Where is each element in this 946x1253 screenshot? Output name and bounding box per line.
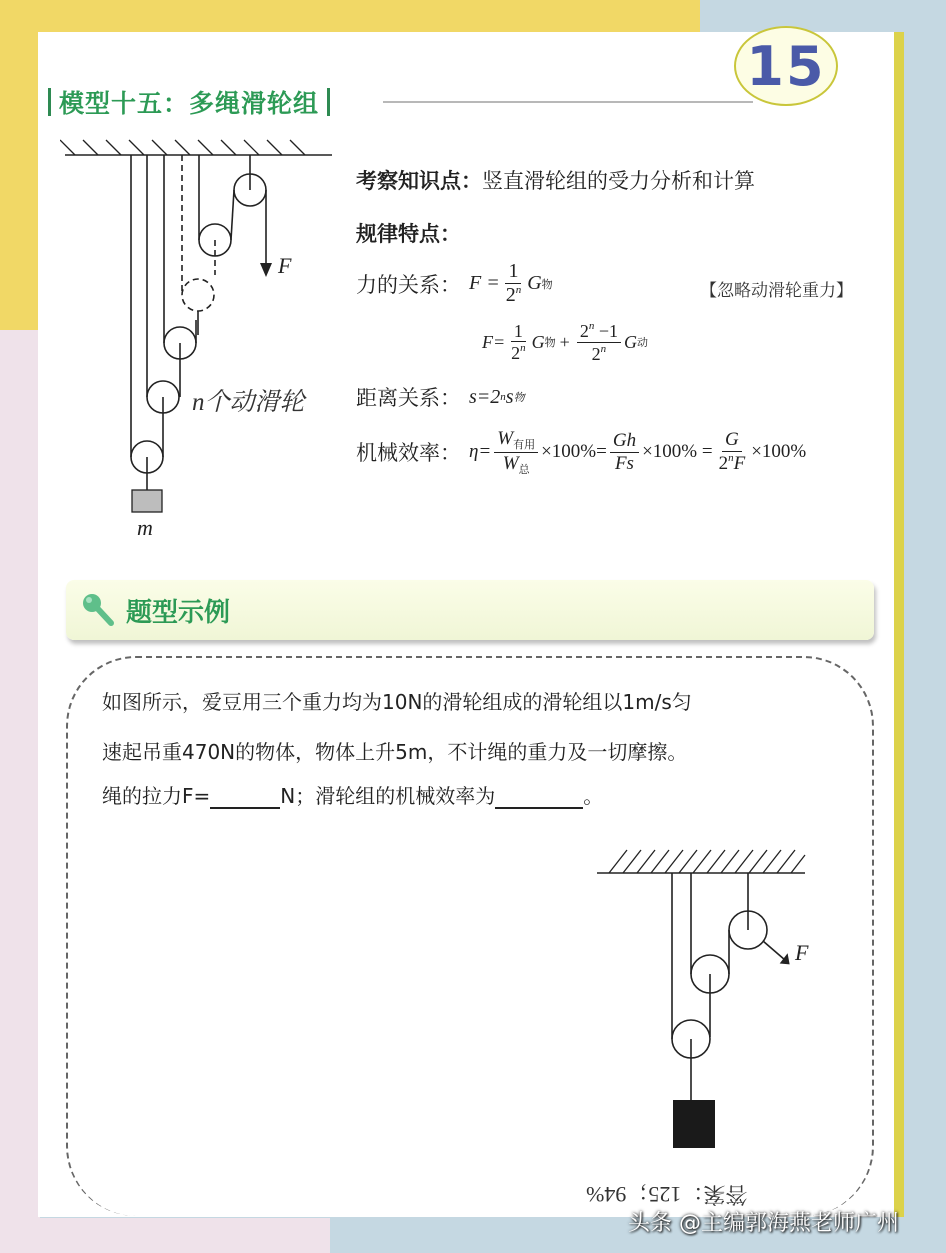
eq2-num1: 1: [511, 321, 526, 343]
question-period: 。: [583, 784, 604, 808]
eq2-num2-minus: −1: [594, 321, 618, 341]
force-relation-label: 力的关系：: [356, 272, 461, 297]
eq1-num: 1: [505, 260, 521, 284]
pulley-count-text: n个动滑轮: [192, 389, 305, 416]
title-text: 模型十五：多绳滑轮组: [59, 89, 320, 118]
fs: Fs: [614, 452, 634, 474]
eq2-g2: G: [623, 331, 637, 352]
answer-text: 答案：125；94%: [586, 1182, 748, 1207]
knowledge-point: [356, 165, 755, 195]
knowledge-label: 考察知识点：: [356, 169, 482, 193]
eq2-num2-sup: n: [588, 320, 595, 332]
pulley-diagram-example: [595, 840, 815, 1160]
eta: η=: [469, 441, 492, 463]
eq1-den: 2: [505, 284, 516, 306]
eq2-den1-sup: n: [520, 342, 526, 355]
distance-lhs: s=2: [469, 385, 501, 408]
w-useful-sub: 有用: [513, 439, 536, 451]
efficiency-label: 机械效率：: [356, 441, 461, 466]
pulley-count-label: [192, 382, 305, 418]
question-line-3: [102, 780, 603, 809]
example-section-header: [66, 580, 874, 640]
distance-relation: [356, 382, 525, 412]
distance-s: s: [505, 385, 514, 408]
distance-sub: 物: [513, 392, 525, 404]
badge-number: 15: [746, 34, 826, 98]
background-pink: [0, 330, 40, 1253]
mass-label: m: [137, 515, 153, 540]
eq2-den1: 2: [511, 343, 521, 364]
eq2-fraction2: [577, 320, 621, 364]
eff-fraction-g: [716, 429, 749, 475]
g: G: [722, 429, 742, 452]
distance-sup: n: [500, 391, 506, 403]
background-pink-bottom: [0, 1218, 330, 1253]
force-relation-eq2: [482, 320, 648, 364]
model-number-badge: [734, 26, 838, 106]
efficiency-formula: [356, 428, 806, 476]
title-bar-left: [48, 88, 51, 116]
force-relation-eq1: [356, 260, 553, 307]
eq1-g: G: [527, 272, 542, 294]
w-useful: W: [497, 428, 514, 449]
watermark: 头条 @主编郭海燕老师广州: [628, 1211, 899, 1236]
question-efficiency-prompt: N；滑轮组的机械效率为: [280, 784, 496, 808]
pulley-diagram-general: [60, 135, 350, 550]
eff-den-sup: n: [728, 452, 734, 465]
eq2-g1-sub: 物: [544, 337, 556, 350]
eq2-g2-sub: 动: [636, 337, 648, 350]
answer-blank-efficiency[interactable]: [495, 789, 583, 809]
eff-fraction-ghfs: [610, 430, 639, 475]
example-force-label: F: [795, 940, 809, 965]
answer-blank-force[interactable]: [210, 789, 280, 809]
force-label-f: F: [278, 253, 292, 278]
example-header-text: 题型示例: [126, 597, 231, 628]
rules-label: 规律特点：: [356, 222, 461, 246]
w-total-sub: 总: [518, 463, 530, 476]
eq2-g1: G: [531, 331, 545, 352]
distance-relation-label: 距离关系：: [356, 386, 461, 410]
eff-fraction-w: [494, 428, 538, 476]
question-line-1: 如图所示，爱豆用三个重力均为10N的滑轮组成的滑轮组以1m/s匀: [102, 690, 692, 714]
eq1-lhs: F =: [469, 272, 500, 294]
eq2-den2-sup: n: [600, 342, 607, 355]
eq1-fraction: [503, 260, 525, 307]
gh: Gh: [610, 430, 639, 453]
eff-den: 2: [718, 453, 729, 475]
question-line-2: 速起吊重470N的物体，物体上升5m，不计绳的重力及一切摩擦。: [102, 740, 688, 764]
knowledge-value: 竖直滑轮组的受力分析和计算: [482, 169, 755, 193]
eff-den-f: F: [733, 453, 746, 475]
eq2-plus: +: [559, 331, 570, 352]
times-100-1: ×100%=: [541, 441, 607, 463]
page-title: [48, 84, 330, 120]
w-total: W: [502, 452, 519, 474]
key-icon: [78, 590, 118, 630]
eq2-lhs: F=: [482, 331, 506, 352]
eq2-num2-base: 2: [579, 321, 589, 341]
question-force-prompt: 绳的拉力F=: [102, 784, 211, 808]
ignore-weight-note: 【忽略动滑轮重力】: [700, 281, 853, 301]
eq1-g-sub: 物: [541, 278, 553, 291]
eq1-den-sup: n: [515, 284, 522, 296]
times-100-3: ×100%: [751, 441, 807, 463]
title-bar-right: [327, 88, 330, 116]
times-100-2: ×100% =: [642, 441, 713, 463]
eq2-den2: 2: [591, 343, 601, 364]
title-divider: [383, 101, 753, 103]
eq2-fraction1: [508, 321, 529, 364]
